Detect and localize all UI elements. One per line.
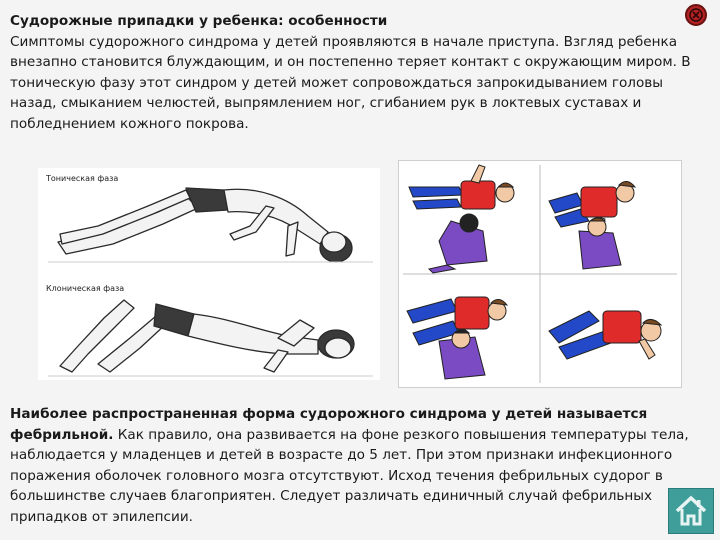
home-icon [669, 489, 713, 533]
outro-paragraph [10, 404, 700, 528]
clonic-figure [48, 300, 373, 376]
outro-bold-text: Наиболее распространенная форма судорожного синдрома у детей называется фебрильной. [10, 406, 648, 443]
tonic-figure [48, 188, 373, 262]
clonic-phase-label: Клоническая фаза [46, 284, 125, 293]
slide-title: Судорожные припадки у ребенка: особенности [10, 13, 388, 29]
recovery-step-4 [549, 311, 661, 359]
phase-figures-drawing [38, 168, 380, 380]
tonic-phase-label: Тоническая фаза [46, 174, 119, 183]
recovery-step-3 [407, 297, 507, 379]
recovery-step-1 [409, 165, 514, 273]
home-button[interactable] [668, 488, 714, 534]
intro-text: Симптомы судорожного синдрома у детей проявляются в начале приступа. Взгляд ребенка внезапно становится блуждающим, и он постепенно теряет контакт с окружающим миром. В тоническую фазу этот синдром у детей может сопровождаться запрокидыванием головы назад, смыканием челюстей, выпрямлением ног, сгибанием рук в локтевых суставах и побледнением кожного покрова. [10, 33, 691, 132]
recovery-steps-drawing [399, 161, 681, 387]
recovery-position-illustration [398, 160, 682, 388]
intro-paragraph [10, 11, 700, 135]
recovery-step-2 [549, 181, 635, 269]
outro-text: Как правило, она развивается на фоне резкого повышения температуры тела, наблюдается у младенцев и детей в возрасте до 5 лет. При этом признаки инфекционного поражения оболочек головного мозга отсутствуют. Исход течения фебрильных судорог в большинстве случаев благоприятен. Следует различать единичный случай фебрильных припадков от эпилепсии. [10, 426, 689, 525]
seizure-phases-illustration [38, 168, 380, 380]
